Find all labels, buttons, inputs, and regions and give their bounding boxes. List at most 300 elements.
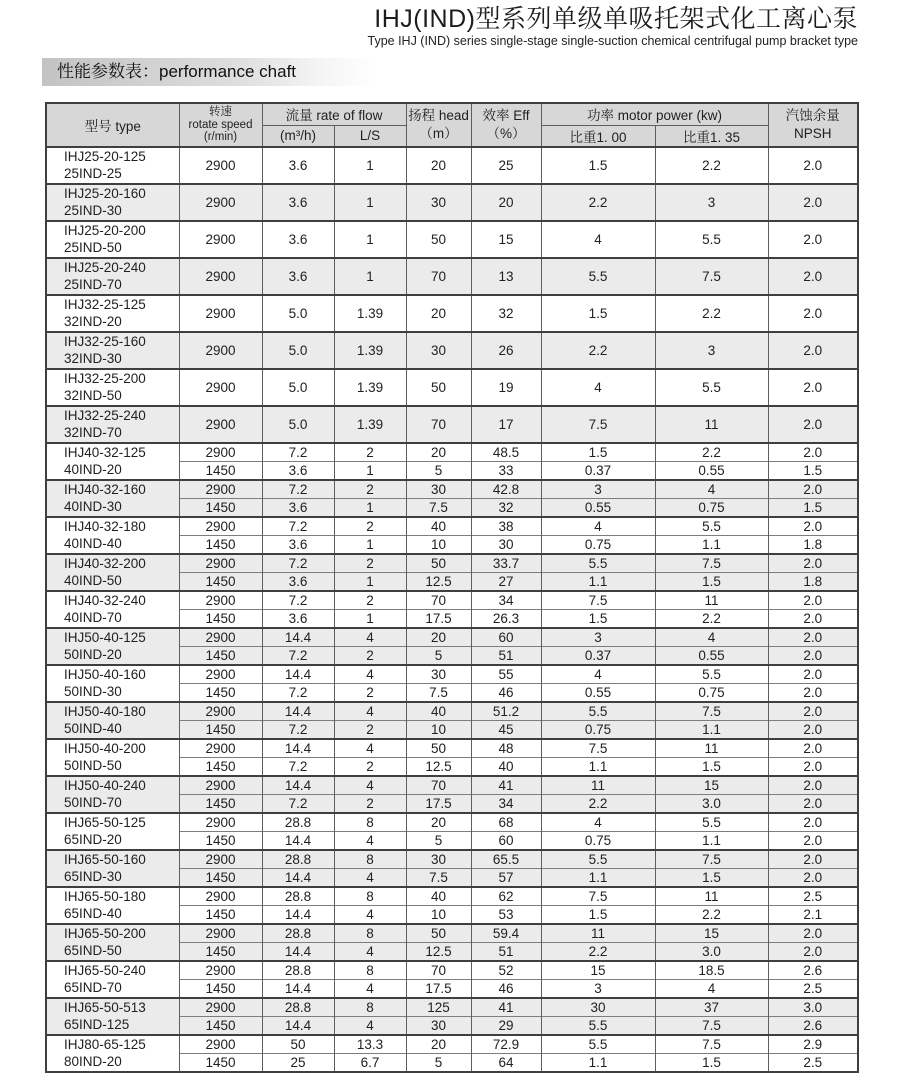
model-cell (46, 1035, 179, 1072)
table-row (46, 813, 858, 832)
eff-header (471, 103, 541, 147)
flow-ls-cell: 8 (334, 887, 406, 906)
speed-cell: 1450 (179, 980, 262, 999)
speed-cell: 1450 (179, 721, 262, 740)
table-row (46, 221, 858, 258)
head-cell: 50 (406, 369, 471, 406)
section-label: 性能参数表：performance chaft (42, 58, 378, 86)
flow-m3h-cell: 3.6 (262, 499, 334, 518)
model-code-ind: 50IND-40 (64, 720, 122, 736)
power-sg135-cell: 3 (655, 332, 768, 369)
npsh-cell: 1.5 (768, 499, 858, 518)
head-cell: 5 (406, 1054, 471, 1073)
model-code-ihj: IHJ65-50-125 (64, 815, 146, 830)
power-sg135-cell: 1.1 (655, 721, 768, 740)
flow-ls-cell: 1 (334, 610, 406, 629)
flow-m3h-cell: 7.2 (262, 647, 334, 666)
model-code-ihj: IHJ40-32-125 (64, 445, 146, 460)
table-row (46, 887, 858, 906)
page-subtitle: Type IHJ (IND) series single-stage single-suction chemical centrifugal pump bracket type (367, 34, 858, 48)
model-cell (46, 369, 179, 406)
flow-m3h-cell: 7.2 (262, 795, 334, 814)
table-row (46, 776, 858, 795)
flow-m3h-cell: 14.4 (262, 832, 334, 851)
power-sg100-cell: 3 (541, 980, 655, 999)
npsh-cell: 2.0 (768, 628, 858, 647)
flow-m3h-cell: 14.4 (262, 906, 334, 925)
model-code-ind: 65IND-50 (64, 942, 122, 958)
model-code-ihj: IHJ80-65-125 (64, 1037, 146, 1052)
head-cell: 70 (406, 591, 471, 610)
flow-m3h-cell: 7.2 (262, 591, 334, 610)
model-cell (46, 517, 179, 554)
power-sg135-cell: 0.75 (655, 684, 768, 703)
npsh-cell: 2.0 (768, 721, 858, 740)
flow-m3h-cell: 14.4 (262, 702, 334, 721)
table-row (46, 443, 858, 462)
flow-ls-cell: 1 (334, 536, 406, 555)
npsh-header-cn: 汽蚀余量 (785, 108, 840, 123)
speed-cell: 1450 (179, 573, 262, 592)
model-cell (46, 739, 179, 776)
flow-m3h-cell: 3.6 (262, 147, 334, 184)
head-cell: 70 (406, 406, 471, 443)
model-cell (46, 480, 179, 517)
flow-m3h-cell: 14.4 (262, 1017, 334, 1036)
npsh-cell: 2.0 (768, 184, 858, 221)
npsh-cell: 1.8 (768, 536, 858, 555)
flow-ls-cell: 2 (334, 721, 406, 740)
power-sg135-cell: 1.1 (655, 832, 768, 851)
flow-ls-cell: 4 (334, 980, 406, 999)
power-sg100-cell: 7.5 (541, 887, 655, 906)
model-header: 型号 type (46, 103, 179, 147)
model-code-ind: 25IND-50 (64, 239, 122, 255)
eff-cell: 48.5 (471, 443, 541, 462)
flow-ls-cell: 4 (334, 739, 406, 758)
eff-cell: 59.4 (471, 924, 541, 943)
power-sg135-cell: 1.1 (655, 536, 768, 555)
speed-cell: 1450 (179, 462, 262, 481)
power-sg100-cell: 5.5 (541, 1035, 655, 1054)
power-sg100-cell: 2.2 (541, 332, 655, 369)
npsh-cell: 2.0 (768, 758, 858, 777)
speed-cell: 2900 (179, 813, 262, 832)
flow-ls-cell: 2 (334, 554, 406, 573)
eff-cell: 64 (471, 1054, 541, 1073)
npsh-cell: 2.0 (768, 850, 858, 869)
power-sg135-cell: 5.5 (655, 517, 768, 536)
power-group-header: 功率 motor power (kw) (541, 103, 768, 125)
power-sg135-cell: 5.5 (655, 813, 768, 832)
npsh-cell: 2.6 (768, 961, 858, 980)
flow-m3h-cell: 14.4 (262, 776, 334, 795)
eff-cell: 51 (471, 943, 541, 962)
eff-cell: 32 (471, 295, 541, 332)
head-cell: 7.5 (406, 684, 471, 703)
flow-m3h-cell: 5.0 (262, 295, 334, 332)
power-sg100-header: 比重1. 00 (541, 125, 655, 147)
flow-ls-cell: 2 (334, 758, 406, 777)
npsh-cell: 2.0 (768, 147, 858, 184)
head-cell: 50 (406, 554, 471, 573)
model-code-ihj: IHJ32-25-240 (64, 408, 146, 423)
model-code-ihj: IHJ65-50-200 (64, 926, 146, 941)
model-code-ind: 32IND-20 (64, 313, 122, 329)
eff-cell: 53 (471, 906, 541, 925)
model-cell (46, 628, 179, 665)
power-sg135-header: 比重1. 35 (655, 125, 768, 147)
table-row (46, 517, 858, 536)
model-code-ind: 32IND-50 (64, 387, 122, 403)
power-sg135-cell: 2.2 (655, 906, 768, 925)
eff-cell: 29 (471, 1017, 541, 1036)
power-sg135-cell: 7.5 (655, 554, 768, 573)
power-sg100-cell: 5.5 (541, 850, 655, 869)
eff-cell: 57 (471, 869, 541, 888)
eff-header-label: 效率 Eff (482, 108, 530, 123)
speed-cell: 2900 (179, 369, 262, 406)
npsh-cell: 2.0 (768, 647, 858, 666)
npsh-cell: 2.0 (768, 443, 858, 462)
npsh-cell: 2.0 (768, 221, 858, 258)
eff-cell: 52 (471, 961, 541, 980)
speed-cell: 2900 (179, 258, 262, 295)
eff-cell: 45 (471, 721, 541, 740)
model-cell (46, 221, 179, 258)
power-sg100-cell: 0.37 (541, 462, 655, 481)
model-code-ihj: IHJ50-40-160 (64, 667, 146, 682)
eff-cell: 55 (471, 665, 541, 684)
power-sg135-cell: 0.55 (655, 462, 768, 481)
power-sg135-cell: 37 (655, 998, 768, 1017)
power-sg100-cell: 0.37 (541, 647, 655, 666)
table-row (46, 1035, 858, 1054)
power-sg100-cell: 1.5 (541, 906, 655, 925)
npsh-cell: 2.0 (768, 924, 858, 943)
power-sg100-cell: 3 (541, 628, 655, 647)
model-code-ihj: IHJ50-40-240 (64, 778, 146, 793)
power-sg135-cell: 7.5 (655, 258, 768, 295)
model-code-ihj: IHJ65-50-160 (64, 852, 146, 867)
power-sg100-cell: 4 (541, 813, 655, 832)
table-row (46, 258, 858, 295)
power-sg100-cell: 5.5 (541, 1017, 655, 1036)
eff-cell: 62 (471, 887, 541, 906)
performance-table (45, 102, 859, 1073)
npsh-cell: 2.0 (768, 702, 858, 721)
model-cell (46, 295, 179, 332)
model-code-ind: 32IND-70 (64, 424, 122, 440)
power-sg100-cell: 1.5 (541, 295, 655, 332)
npsh-cell: 2.6 (768, 1017, 858, 1036)
table-row (46, 924, 858, 943)
model-code-ind: 25IND-70 (64, 276, 122, 292)
flow-m3h-cell: 28.8 (262, 813, 334, 832)
flow-ls-cell: 1 (334, 573, 406, 592)
flow-ls-cell: 1 (334, 221, 406, 258)
speed-cell: 1450 (179, 758, 262, 777)
speed-cell: 1450 (179, 943, 262, 962)
table-row (46, 369, 858, 406)
speed-cell: 2900 (179, 591, 262, 610)
model-cell (46, 887, 179, 924)
power-sg100-cell: 2.2 (541, 184, 655, 221)
speed-cell: 1450 (179, 906, 262, 925)
flow-m3h-cell: 14.4 (262, 943, 334, 962)
power-sg100-cell: 2.2 (541, 943, 655, 962)
head-cell: 30 (406, 184, 471, 221)
model-cell (46, 591, 179, 628)
eff-cell: 72.9 (471, 1035, 541, 1054)
power-sg100-cell: 7.5 (541, 591, 655, 610)
power-sg135-cell: 7.5 (655, 1017, 768, 1036)
power-sg135-cell: 1.5 (655, 869, 768, 888)
head-cell: 40 (406, 517, 471, 536)
head-cell: 10 (406, 536, 471, 555)
flow-m3h-header: (m³/h) (262, 125, 334, 147)
table-row (46, 850, 858, 869)
power-sg135-cell: 11 (655, 739, 768, 758)
eff-cell: 25 (471, 147, 541, 184)
flow-ls-cell: 13.3 (334, 1035, 406, 1054)
eff-header-unit: （%） (486, 126, 526, 141)
flow-m3h-cell: 14.4 (262, 739, 334, 758)
flow-ls-cell: 2 (334, 795, 406, 814)
flow-m3h-cell: 28.8 (262, 998, 334, 1017)
flow-ls-cell: 2 (334, 517, 406, 536)
speed-cell: 2900 (179, 221, 262, 258)
npsh-cell: 2.0 (768, 610, 858, 629)
model-cell (46, 702, 179, 739)
flow-ls-cell: 4 (334, 869, 406, 888)
model-code-ihj: IHJ40-32-200 (64, 556, 146, 571)
model-code-ihj: IHJ25-20-200 (64, 223, 146, 238)
speed-cell: 2900 (179, 665, 262, 684)
power-sg135-cell: 18.5 (655, 961, 768, 980)
model-code-ind: 50IND-30 (64, 683, 122, 699)
model-code-ihj: IHJ65-50-240 (64, 963, 146, 978)
power-sg135-cell: 15 (655, 776, 768, 795)
power-sg135-cell: 1.5 (655, 758, 768, 777)
head-header-unit: （m） (419, 126, 458, 141)
table-row (46, 480, 858, 499)
model-code-ihj: IHJ50-40-125 (64, 630, 146, 645)
model-cell (46, 813, 179, 850)
flow-ls-cell: 4 (334, 702, 406, 721)
flow-m3h-cell: 5.0 (262, 332, 334, 369)
power-sg100-cell: 11 (541, 924, 655, 943)
head-cell: 17.5 (406, 795, 471, 814)
model-code-ihj: IHJ32-25-200 (64, 371, 146, 386)
npsh-cell: 2.5 (768, 980, 858, 999)
page-title: IHJ(IND)型系列单级单吸托架式化工离心泵 (374, 5, 858, 33)
npsh-cell: 2.0 (768, 295, 858, 332)
npsh-cell: 2.0 (768, 776, 858, 795)
head-cell: 30 (406, 850, 471, 869)
head-cell: 70 (406, 776, 471, 795)
flow-m3h-cell: 5.0 (262, 406, 334, 443)
npsh-cell: 2.0 (768, 554, 858, 573)
power-sg100-cell: 3 (541, 480, 655, 499)
power-sg100-cell: 4 (541, 665, 655, 684)
model-code-ind: 65IND-40 (64, 905, 122, 921)
flow-m3h-cell: 7.2 (262, 554, 334, 573)
power-sg100-cell: 0.55 (541, 499, 655, 518)
npsh-cell: 2.0 (768, 869, 858, 888)
flow-m3h-cell: 28.8 (262, 961, 334, 980)
head-cell: 30 (406, 480, 471, 499)
power-sg100-cell: 4 (541, 517, 655, 536)
power-sg100-cell: 11 (541, 776, 655, 795)
flow-ls-cell: 2 (334, 443, 406, 462)
flow-ls-header: L/S (334, 125, 406, 147)
power-sg135-cell: 7.5 (655, 850, 768, 869)
eff-cell: 33.7 (471, 554, 541, 573)
power-sg135-cell: 0.55 (655, 647, 768, 666)
eff-cell: 20 (471, 184, 541, 221)
npsh-cell: 2.0 (768, 943, 858, 962)
model-code-ihj: IHJ50-40-200 (64, 741, 146, 756)
head-cell: 50 (406, 739, 471, 758)
eff-cell: 34 (471, 591, 541, 610)
model-code-ind: 32IND-30 (64, 350, 122, 366)
head-cell: 12.5 (406, 758, 471, 777)
model-code-ind: 40IND-40 (64, 535, 122, 551)
head-cell: 30 (406, 665, 471, 684)
flow-m3h-cell: 3.6 (262, 536, 334, 555)
flow-m3h-cell: 7.2 (262, 721, 334, 740)
speed-cell: 1450 (179, 499, 262, 518)
flow-ls-cell: 1 (334, 499, 406, 518)
table-row (46, 147, 858, 184)
model-code-ihj: IHJ32-25-125 (64, 297, 146, 312)
head-header-label: 扬程 head (408, 108, 469, 123)
model-code-ind: 50IND-50 (64, 757, 122, 773)
npsh-cell: 2.0 (768, 832, 858, 851)
table-body (46, 147, 858, 1072)
head-cell: 20 (406, 1035, 471, 1054)
power-sg100-cell: 4 (541, 369, 655, 406)
model-code-ind: 40IND-50 (64, 572, 122, 588)
flow-m3h-cell: 3.6 (262, 221, 334, 258)
eff-cell: 27 (471, 573, 541, 592)
speed-cell: 2900 (179, 887, 262, 906)
flow-m3h-cell: 3.6 (262, 258, 334, 295)
power-sg135-cell: 0.75 (655, 499, 768, 518)
head-cell: 20 (406, 813, 471, 832)
eff-cell: 32 (471, 499, 541, 518)
flow-ls-cell: 8 (334, 924, 406, 943)
model-cell (46, 147, 179, 184)
npsh-cell: 2.9 (768, 1035, 858, 1054)
eff-cell: 65.5 (471, 850, 541, 869)
power-sg135-cell: 15 (655, 924, 768, 943)
model-code-ihj: IHJ25-20-125 (64, 149, 146, 164)
speed-cell: 1450 (179, 1017, 262, 1036)
speed-cell: 2900 (179, 776, 262, 795)
head-cell: 17.5 (406, 980, 471, 999)
eff-cell: 34 (471, 795, 541, 814)
speed-cell: 2900 (179, 184, 262, 221)
flow-m3h-cell: 50 (262, 1035, 334, 1054)
power-sg100-cell: 1.1 (541, 758, 655, 777)
model-code-ind: 50IND-20 (64, 646, 122, 662)
flow-m3h-cell: 3.6 (262, 573, 334, 592)
table-row (46, 184, 858, 221)
eff-cell: 46 (471, 684, 541, 703)
power-sg100-cell: 2.2 (541, 795, 655, 814)
model-code-ihj: IHJ65-50-513 (64, 1000, 146, 1015)
flow-m3h-cell: 7.2 (262, 684, 334, 703)
npsh-cell: 2.0 (768, 813, 858, 832)
head-cell: 5 (406, 462, 471, 481)
eff-cell: 30 (471, 536, 541, 555)
eff-cell: 51 (471, 647, 541, 666)
npsh-cell: 2.1 (768, 906, 858, 925)
speed-header (179, 103, 262, 147)
flow-ls-cell: 4 (334, 832, 406, 851)
speed-cell: 2900 (179, 1035, 262, 1054)
power-sg135-cell: 1.5 (655, 1054, 768, 1073)
head-header (406, 103, 471, 147)
npsh-cell: 3.0 (768, 998, 858, 1017)
flow-m3h-cell: 28.8 (262, 887, 334, 906)
power-sg135-cell: 4 (655, 980, 768, 999)
power-sg135-cell: 5.5 (655, 369, 768, 406)
head-cell: 20 (406, 443, 471, 462)
head-cell: 30 (406, 1017, 471, 1036)
npsh-cell: 2.5 (768, 887, 858, 906)
model-cell (46, 924, 179, 961)
head-cell: 50 (406, 924, 471, 943)
model-cell (46, 332, 179, 369)
model-cell (46, 850, 179, 887)
power-sg135-cell: 7.5 (655, 702, 768, 721)
flow-m3h-cell: 14.4 (262, 869, 334, 888)
head-cell: 17.5 (406, 610, 471, 629)
eff-cell: 26.3 (471, 610, 541, 629)
eff-cell: 26 (471, 332, 541, 369)
speed-header-cn: 转速 (209, 106, 232, 119)
head-cell: 12.5 (406, 943, 471, 962)
speed-cell: 1450 (179, 684, 262, 703)
flow-ls-cell: 4 (334, 628, 406, 647)
eff-cell: 46 (471, 980, 541, 999)
head-cell: 20 (406, 295, 471, 332)
flow-ls-cell: 4 (334, 776, 406, 795)
npsh-cell: 2.0 (768, 517, 858, 536)
flow-ls-cell: 2 (334, 591, 406, 610)
npsh-cell: 2.0 (768, 591, 858, 610)
power-sg100-cell: 1.5 (541, 443, 655, 462)
speed-header-unit: (r/min) (203, 131, 238, 144)
flow-ls-cell: 1 (334, 258, 406, 295)
model-code-ihj: IHJ40-32-160 (64, 482, 146, 497)
speed-cell: 2900 (179, 443, 262, 462)
speed-header-en: rotate speed (188, 118, 253, 131)
power-sg135-cell: 1.5 (655, 573, 768, 592)
table-row (46, 628, 858, 647)
npsh-cell: 2.0 (768, 739, 858, 758)
power-sg100-cell: 7.5 (541, 739, 655, 758)
head-cell: 30 (406, 332, 471, 369)
model-cell (46, 406, 179, 443)
flow-m3h-cell: 28.8 (262, 924, 334, 943)
flow-ls-cell: 8 (334, 813, 406, 832)
npsh-header-en: NPSH (793, 126, 832, 141)
npsh-cell: 2.0 (768, 258, 858, 295)
